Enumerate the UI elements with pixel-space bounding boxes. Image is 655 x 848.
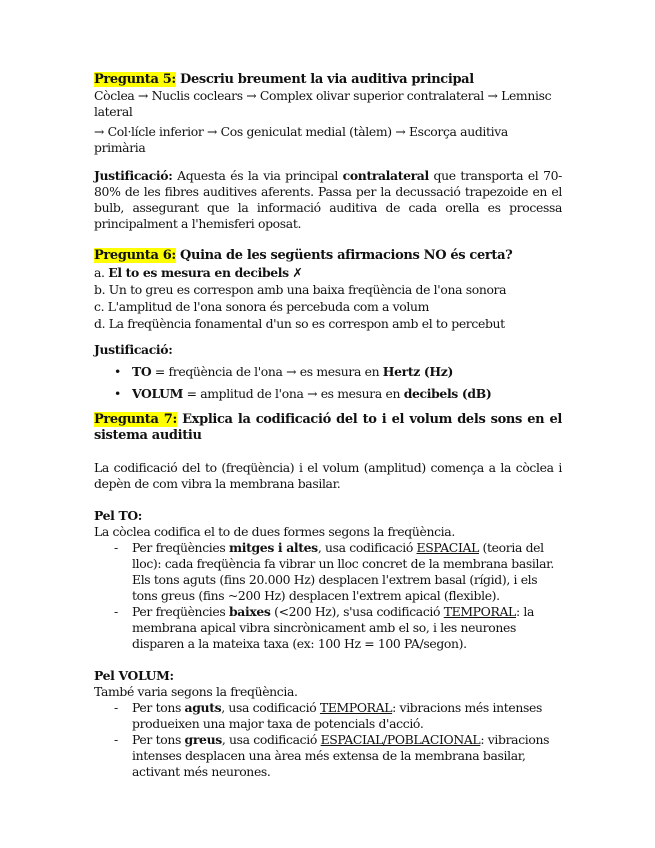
option-b: b. Un to greu es correspon amb una baixa freqüència de l'ona sonora <box>94 282 507 297</box>
question-6-label: Pregunta 6: <box>94 248 176 263</box>
list-item: • TO = freqüència de l'ona → es mesura en Hertz (Hz) <box>114 364 453 379</box>
option-a: a. El to es mesura en decibels ✗ <box>94 265 303 280</box>
pitch-heading: Pel TO: <box>94 508 143 523</box>
option-c: c. L'amplitud de l'ona sonora és percebuda com a volum <box>94 299 430 314</box>
question-7-label: Pregunta 7: <box>94 412 177 427</box>
q6-justification-label: Justificació: <box>94 342 173 357</box>
document-page <box>94 72 562 780</box>
bullet-icon: • <box>114 364 121 379</box>
bullet-icon: • <box>114 386 121 401</box>
question-5-heading <box>94 72 562 88</box>
dash-icon: - <box>114 700 118 715</box>
volume-subtitle: També varia segons la freqüència. <box>94 684 298 699</box>
list-item: - Per freqüències mitges i altes, usa codificació ESPACIAL (teoria del lloc): cada freqüència fa vibrar un lloc concret de la membrana basilar. Els tons aguts (fins 20.000 Hz) desplacen l'extrem basal (rígid), i els tons greus (fins ~200 Hz) desplacen l'extrem apical (flexible). <box>114 540 554 603</box>
question-5-title: Descriu breument la via auditiva principal <box>175 72 474 87</box>
auditory-path-line-1: Còclea → Nuclis coclears → Complex olivar superior contralateral → Lemnisc lateral <box>94 88 552 119</box>
list-item: • VOLUM = amplitud de l'ona → es mesura en decibels (dB) <box>114 386 492 401</box>
q7-intro: La codificació del to (freqüència) i el volum (amplitud) comença a la còclea i depèn de com vibra la membrana basilar. <box>94 460 562 491</box>
q5-justification-label: Justificació: <box>94 168 173 183</box>
list-item: - Per tons aguts, usa codificació TEMPORAL: vibracions més intenses produeixen una major taxa de potencials d'acció. <box>114 700 542 731</box>
volume-heading: Pel VOLUM: <box>94 668 174 683</box>
question-6-heading <box>94 248 562 264</box>
list-item: - Per tons greus, usa codificació ESPACIAL/POBLACIONAL: vibracions intenses desplacen una àrea més extensa de la membrana basilar, activant més neurones. <box>114 732 550 779</box>
dash-icon: - <box>114 540 118 555</box>
list-item: - Per freqüències baixes (<200 Hz), s'usa codificació TEMPORAL: la membrana apical vibra sincrònicament amb el so, i les neurones disparen a la mateixa taxa (ex: 100 Hz = 100 PA/segon). <box>114 604 535 651</box>
volume-list <box>94 700 562 780</box>
question-6-title: Quina de les següents afirmacions NO és certa? <box>175 248 513 263</box>
pitch-subtitle: La còclea codifica el to de dues formes segons la freqüència. <box>94 524 455 539</box>
option-d: d. La freqüència fonamental d'un so es correspon amb el to percebut <box>94 316 505 331</box>
dash-icon: - <box>114 732 118 747</box>
dash-icon: - <box>114 604 118 619</box>
cross-mark-icon: ✗ <box>288 265 303 280</box>
question-5-label: Pregunta 5: <box>94 72 176 87</box>
auditory-path-line-2: → Col·lícle inferior → Cos geniculat medial (tàlem) → Escorça auditiva primària <box>94 124 508 155</box>
question-7-heading <box>94 412 562 444</box>
pitch-list <box>94 540 562 652</box>
q6-justification-list <box>94 364 562 402</box>
question-7-title: Explica la codificació del to i el volum dels sons en el sistema auditiu <box>94 412 562 443</box>
q5-justification: Justificació: Aquesta és la via principal contralateral que transporta el 70-80% de les fibres auditives aferents. Passa per la decussació trapezoide en el bulb, assegurant que la informació auditiva de cada orella es processa principalment a l'hemisferi oposat. <box>94 168 562 231</box>
